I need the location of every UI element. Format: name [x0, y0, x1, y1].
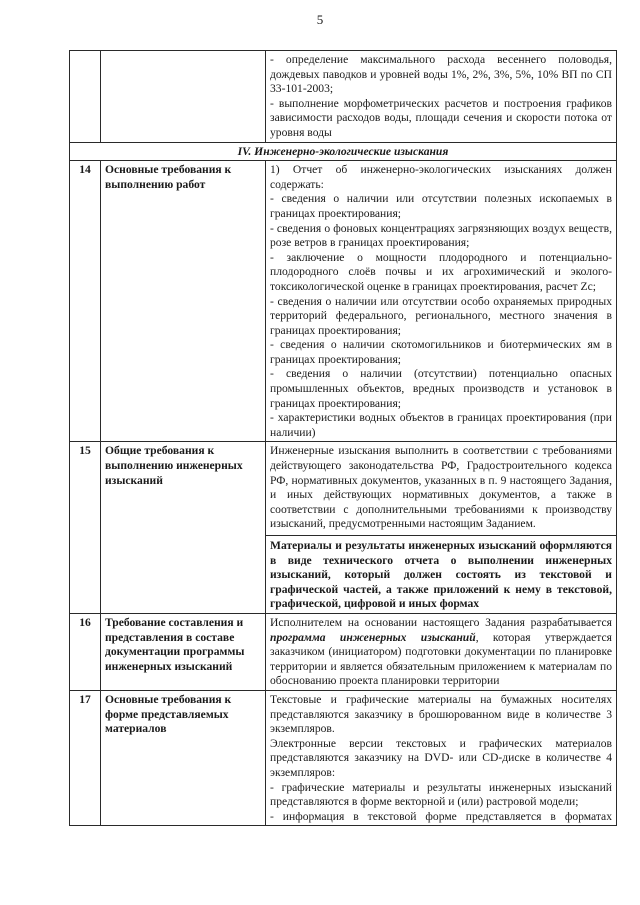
paragraph: Инженерные изыскания выполнить в соответствии с требованиями действующего законодательства РФ, Градостроительного кодекса РФ, нормативных документов, указанных в п. 9 настоящего Задания, и иных действующих нормативных документов, а также в соответствии с дополнительными требованиями к производству изысканий, предусмотренными настоящим Заданием.	[270, 444, 612, 531]
table-row-continued	[70, 51, 617, 143]
table-row-15	[70, 442, 617, 614]
list-item: - информация в текстовой форме представляется в форматах	[270, 809, 612, 823]
list-item: - сведения о фоновых концентрациях загрязняющих воздух веществ, розе ветров в границах проектирования;	[270, 221, 612, 250]
row-title: Общие требования к выполнению инженерных изысканий	[101, 442, 266, 614]
row-number: 16	[70, 613, 101, 690]
table-row-14	[70, 161, 617, 442]
page-number: 5	[316, 12, 324, 27]
list-item: - сведения о наличии или отсутствии особо охраняемых природных территорий федерального, регионального, местного значения в границах проектирования;	[270, 294, 612, 337]
table-row-16	[70, 613, 617, 690]
paragraph: Электронные версии текстовых и графических материалов представляются заказчику на DVD- или CD-диске в количестве 4 экземпляров:	[270, 736, 612, 779]
paragraph-bold: Материалы и результаты инженерных изысканий оформляются в виде технического отчета о выполнении инженерных изысканий, который должен состоять из текстовой и графической частей, а также приложений к нему в текстовой, графической, цифровой и иных формах	[266, 535, 616, 612]
row-title: Основные требования к форме представляемых материалов	[101, 690, 266, 825]
row-content	[266, 161, 617, 442]
list-item: - выполнение морфометрических расчетов и построения графиков зависимости расходов воды, площади сечения и скорости потока от уровня воды	[270, 96, 612, 139]
row-content	[266, 613, 617, 690]
row-title-cell	[101, 51, 266, 143]
row-number: 15	[70, 442, 101, 614]
list-item: - графические материалы и результаты инженерных изысканий представляются в форме векторной и (или) растровой модели;	[270, 780, 612, 809]
row-title: Требование составления и представления в составе документации программы инженерных изысканий	[101, 613, 266, 690]
list-item: - определение максимального расхода весеннего половодья, дождевых паводков и уровней воды 1%, 2%, 3%, 5%, 10% ВП по СП 33-101-2003;	[270, 53, 612, 96]
section-heading-row	[70, 142, 617, 161]
paragraph: Текстовые и графические материалы на бумажных носителях представляются заказчику в брошюрованном виде в количестве 3 экземпляров.	[270, 692, 612, 736]
table-row-17	[70, 690, 617, 825]
text-run: Исполнителем на основании настоящего Задания разрабатывается	[270, 615, 612, 629]
row-content	[266, 442, 617, 614]
row-number-cell	[70, 51, 101, 143]
row-content	[266, 690, 617, 825]
row-content-cell	[266, 51, 617, 143]
requirements-table	[69, 50, 617, 826]
row-title: Основные требования к выполнению работ	[101, 161, 266, 442]
row-number: 14	[70, 161, 101, 442]
text-run-bold: программа инженерных изысканий	[270, 630, 476, 644]
list-item: - характеристики водных объектов в границах проектирования (при наличии)	[270, 411, 612, 439]
section-heading: IV. Инженерно-экологические изыскания	[70, 142, 617, 161]
list-item: - заключение о мощности плодородного и потенциально-плодородного слоёв почвы и их агрохимический и эколого-токсикологической оценке в границах проектирования, расчет Zc;	[270, 250, 612, 293]
list-item: - сведения о наличии скотомогильников и биотермических ям в границах проектирования;	[270, 338, 612, 366]
row-number: 17	[70, 690, 101, 825]
list-item: - сведения о наличии или отсутствии полезных ископаемых в границах проектирования;	[270, 192, 612, 220]
list-item: 1) Отчет об инженерно-экологических изысканиях должен содержать:	[270, 163, 612, 191]
list-item: - сведения о наличии (отсутствии) потенциально опасных промышленных объектов, вредных производств и установок в границах проектирования;	[270, 367, 612, 410]
text-run: , которая утверждается заказчиком (инициатором) подготовки документации по планировке территории и является обязательным приложением к материалам по обоснованию проекта планировки территории	[270, 630, 612, 688]
